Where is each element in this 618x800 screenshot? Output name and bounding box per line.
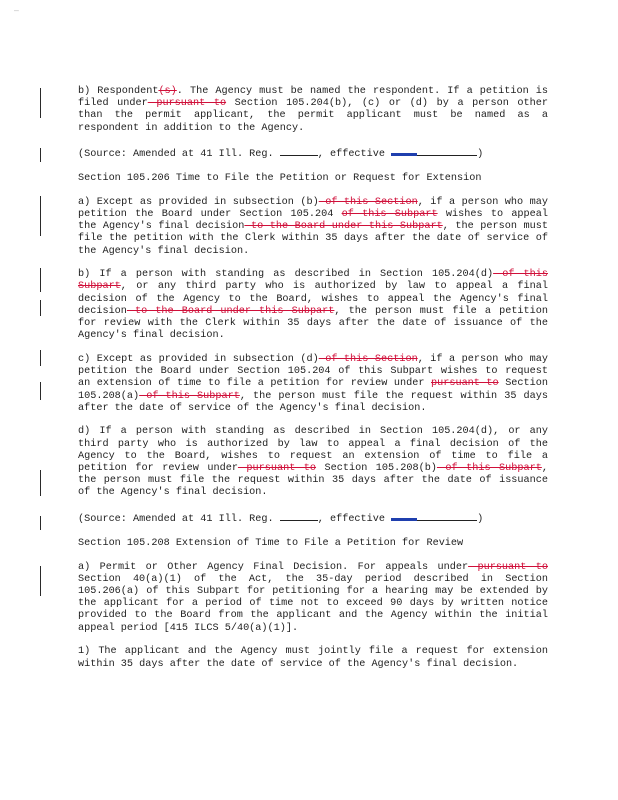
text-run: Section 105.206 Time to File the Petition or Request for Extension — [78, 173, 482, 185]
deleted-text: to the Board under this Subpart — [244, 221, 443, 233]
text-run: , if a person who may petition the Board under Section 105.204 — [78, 196, 548, 220]
text-run: , the person must file the request within 35 days after the date of service of the Agency's final decision. — [78, 390, 548, 414]
text-run: Section 105.208(a) — [78, 378, 548, 402]
text-run: ) — [477, 149, 484, 161]
change-bar — [40, 516, 41, 530]
para-1-joint-request — [78, 646, 548, 670]
change-bar — [40, 88, 41, 118]
para-b-respondent — [78, 86, 548, 135]
para-a-time-to-file — [78, 197, 548, 258]
text-run: , the person must file a petition for review with the Clerk within 35 days after the date of issuance of the Agency's final decision. — [78, 305, 548, 342]
para-b-third-party-appeal — [78, 269, 548, 342]
deleted-text: pursuant to — [237, 463, 317, 475]
text-run: . The Agency must be named the respondent. If a petition is filed under — [78, 86, 548, 110]
effective-date-blank — [391, 146, 477, 156]
text-run: Section 105.208 Extension of Time to File a Petition for Review — [78, 537, 464, 549]
text-run: a) Permit or Other Agency Final Decision. For appeals under — [78, 561, 469, 573]
deleted-text: (s) — [158, 86, 177, 97]
corner-mark: — — [14, 6, 19, 15]
blank-line — [280, 146, 318, 156]
change-bar — [40, 566, 41, 596]
text-run: , the person must file the request within 35 days after the date of issuance of the Agency's final decision. — [78, 463, 548, 499]
deleted-text: of this Subpart — [139, 390, 240, 402]
change-bar — [40, 196, 41, 236]
deleted-text: of this Subpart — [436, 463, 542, 475]
para-c-extension-request — [78, 354, 548, 415]
text-run: wishes to appeal the Agency's final decision — [78, 208, 549, 233]
text-run: (Source: Amended at 41 Ill. Reg. — [78, 514, 280, 526]
text-run: , or any third party who is authorized by law to appeal a final decision of the Agency to the Board, wishes to appeal the Agency's final decision — [78, 281, 548, 317]
change-bar — [40, 382, 41, 400]
text-run: Section 40(a)(1) of the Act, the 35-day period described in Section 105.206(a) of this Subpart for petitioning for a hearing may be extended by the applicant for a period of time not to exceed 90 days by written notice provided to the Board from the applicant and the Agency within the initial appeal period [415 ILCS 5/40(a)(1)]. — [78, 573, 548, 634]
change-bar — [40, 470, 41, 496]
text-run: Section 105.208(b) — [316, 463, 437, 475]
text-run: ) — [477, 514, 484, 526]
section-heading-105-208 — [78, 538, 548, 550]
change-bar — [40, 268, 41, 292]
effective-date-blank — [391, 511, 477, 521]
text-run: , effective — [317, 149, 392, 161]
text-run: c) Except as provided in subsection (d) — [78, 353, 319, 365]
text-run: d) If a person with standing as described in Section 105.204(d), or any third party who is authorized by law to appeal a final decision of the Agency to the Board, wishes to request an extension of time to file a petition for review under — [78, 426, 548, 475]
deleted-text: of this Section — [318, 196, 418, 208]
text-run: (Source: Amended at 41 Ill. Reg. — [78, 149, 280, 161]
change-bar — [40, 350, 41, 366]
text-run: b) Respondent — [78, 86, 159, 97]
text-run: , effective — [317, 514, 392, 526]
section-heading-105-206 — [78, 173, 548, 185]
source-note — [78, 146, 548, 161]
deleted-text: of this Section — [318, 353, 418, 365]
text-run: , the person must file the petition with the Clerk within 35 days after the date of service of the Agency's final decision. — [78, 221, 548, 257]
change-bar — [40, 300, 41, 316]
para-d-third-party-extension — [78, 426, 548, 499]
text-run: 1) The applicant and the Agency must jointly file a request for extension within 35 days after the date of service of the Agency's final decision. — [78, 646, 548, 670]
blank-line — [280, 511, 318, 521]
text-run: , if a person who may petition the Board under Section 105.204 of this Subpart wishes to request an extension of time to file a petition for review under — [78, 353, 548, 390]
deleted-text: pursuant to — [431, 378, 499, 390]
deleted-text: of this Subpart — [78, 269, 548, 293]
deleted-text: pursuant to — [147, 98, 227, 110]
source-note — [78, 511, 548, 526]
document-body — [78, 86, 548, 682]
change-bar — [40, 148, 41, 162]
text-run: a) Except as provided in subsection (b) — [78, 196, 319, 208]
deleted-text: pursuant to — [468, 561, 548, 573]
para-a-permit-decision — [78, 562, 548, 635]
text-run: b) If a person with standing as described in Section 105.204(d) — [78, 269, 494, 281]
deleted-text: to the Board under this Subpart — [126, 305, 335, 317]
deleted-text: of this Subpart — [341, 208, 438, 220]
text-run: Section 105.204(b), (c) or (d) by a person other than the permit applicant, the permit applicant must be named as a respondent in addition to the Agency. — [78, 98, 548, 134]
